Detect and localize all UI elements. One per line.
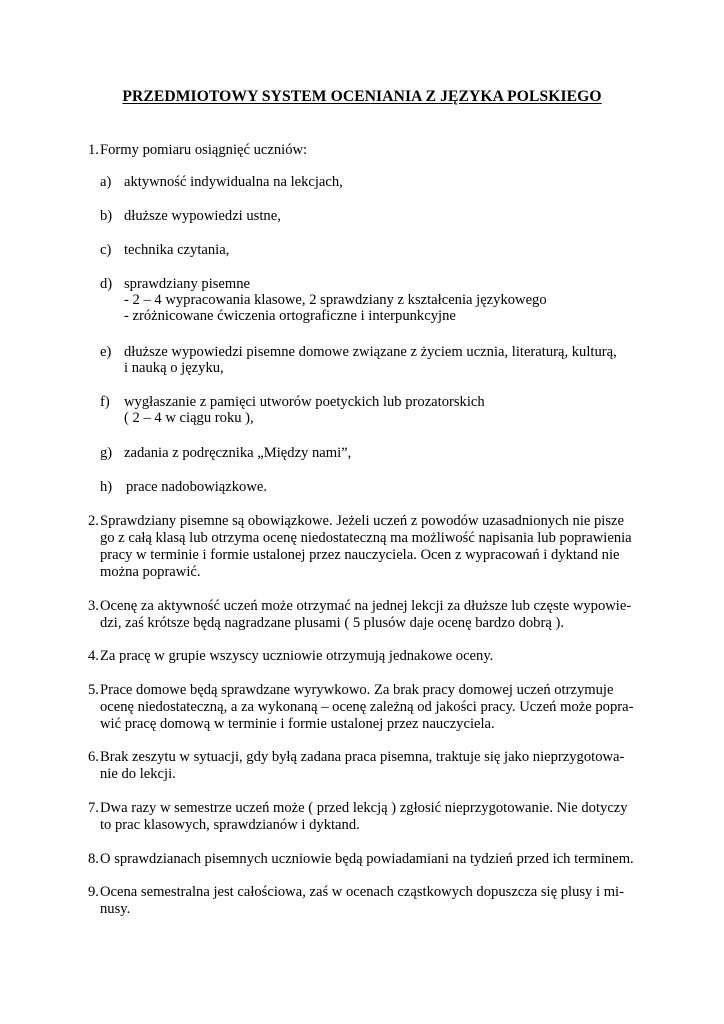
point-6-line-2: nie do lekcji. xyxy=(100,766,176,782)
item-h-text: prace nadobowiązkowe. xyxy=(126,479,268,495)
item-b-letter: b) xyxy=(100,208,113,224)
point-5-line-3: wić pracę domową w terminie i formie ustalonej przez nauczyciela. xyxy=(100,716,495,732)
item-f-line-2: ( 2 – 4 w ciągu roku ), xyxy=(124,410,254,426)
item-d-line-2: - 2 – 4 wypracowania klasowe, 2 sprawdziany z kształcenia językowego xyxy=(124,292,547,308)
point-2-line-3: pracy w terminie i formie ustalonej przez nauczyciela. Ocen z wypracowań i dyktand nie xyxy=(100,547,620,563)
item-f-letter: f) xyxy=(100,394,110,410)
point-3-line-1: Ocenę za aktywność uczeń może otrzymać na jednej lekcji za dłuższe lub częste wypowie- xyxy=(100,598,632,614)
point-2-line-2: go z całą klasą lub otrzyma ocenę niedostateczną ma możliwość napisania lub poprawienia xyxy=(100,530,632,546)
item-d-letter: d) xyxy=(100,276,113,292)
point-7-line-2: to prac klasowych, sprawdzianów i dyktand. xyxy=(100,817,360,833)
item-d-line-1: sprawdziany pisemne xyxy=(124,276,251,292)
page-title: PRZEDMIOTOWY SYSTEM OCENIANIA Z JĘZYKA POLSKIEGO xyxy=(122,88,602,105)
item-f-line-1: wygłaszanie z pamięci utworów poetyckich lub prozatorskich xyxy=(124,394,485,410)
point-2-line-1: Sprawdziany pisemne są obowiązkowe. Jeżeli uczeń z powodów uzasadnionych nie pisze xyxy=(100,513,624,529)
item-a-text: aktywność indywidualna na lekcjach, xyxy=(124,174,343,190)
item-e-line-2: i nauką o języku, xyxy=(124,360,224,376)
item-d-line-3: - zróżnicowane ćwiczenia ortograficzne i interpunkcyjne xyxy=(124,308,456,324)
section-1-heading: Formy pomiaru osiągnięć uczniów: xyxy=(100,142,308,158)
point-2-line-4: można poprawić. xyxy=(100,564,201,580)
point-3-number: 3. xyxy=(88,598,99,614)
item-e-line-1: dłuższe wypowiedzi pisemne domowe związane z życiem ucznia, literaturą, kulturą, xyxy=(124,344,617,360)
item-b-text: dłuższe wypowiedzi ustne, xyxy=(124,208,281,224)
item-e-letter: e) xyxy=(100,344,112,360)
item-h-letter: h) xyxy=(100,479,113,495)
point-4-line-1: Za pracę w grupie wszyscy uczniowie otrzymują jednakowe oceny. xyxy=(100,648,494,664)
point-9-number: 9. xyxy=(88,884,99,900)
point-9-line-1: Ocena semestralna jest całościowa, zaś w ocenach cząstkowych dopuszcza się plusy i mi- xyxy=(100,884,624,900)
point-2-number: 2. xyxy=(88,513,99,529)
point-7-line-1: Dwa razy w semestrze uczeń może ( przed lekcją ) zgłosić nieprzygotowanie. Nie dotyczy xyxy=(100,800,628,816)
item-g-text: zadania z podręcznika „Między nami”, xyxy=(124,445,352,461)
point-5-number: 5. xyxy=(88,682,99,698)
item-a-letter: a) xyxy=(100,174,112,190)
point-9-line-2: nusy. xyxy=(100,901,131,917)
item-g-letter: g) xyxy=(100,445,113,461)
item-c-letter: c) xyxy=(100,242,112,258)
point-7-number: 7. xyxy=(88,800,99,816)
section-1-number: 1. xyxy=(88,142,99,158)
point-5-line-1: Prace domowe będą sprawdzane wyrywkowo. Za brak pracy domowej uczeń otrzymuje xyxy=(100,682,614,698)
point-6-line-1: Brak zeszytu w sytuacji, gdy byłą zadana praca pisemna, traktuje się jako nieprzygotowa- xyxy=(100,749,625,765)
item-c-text: technika czytania, xyxy=(124,242,230,258)
point-4-number: 4. xyxy=(88,648,99,664)
point-5-line-2: ocenę niedostateczną, a za wykonaną – ocenę zależną od jakości pracy. Uczeń może popra- xyxy=(100,699,634,715)
point-8-number: 8. xyxy=(88,851,99,867)
point-3-line-2: dzi, zaś krótsze będą nagradzane plusami ( 5 plusów daje ocenę bardzo dobrą ). xyxy=(100,615,564,631)
point-6-number: 6. xyxy=(88,749,99,765)
point-8-line-1: O sprawdzianach pisemnych uczniowie będą powiadamiani na tydzień przed ich terminem. xyxy=(100,851,634,867)
